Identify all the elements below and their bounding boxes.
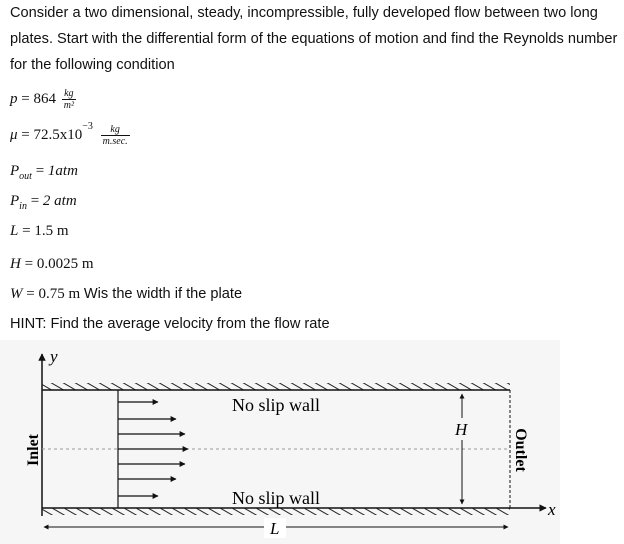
bottom-wall-label: No slip wall [232,488,320,508]
pout-symbol: P [10,163,20,179]
width-equation: W = 0.75 m Wis the width if the plate [10,286,243,302]
pin-equation: $P_{in} = 2$ atm [10,193,77,212]
viscosity-unit-num: kg [101,124,130,136]
pout-subscript: out [19,171,32,182]
height-symbol: H [10,256,21,272]
inlet-label: Inlet [25,434,42,466]
top-wall-label: No slip wall [232,395,320,415]
viscosity-value: 72.5x10 [33,126,83,143]
density-equation: p = 864 $\frac{kg}{\text{m²}}$ [10,88,74,111]
height-dimension-label: H [455,420,468,439]
density-unit-den: m² [63,100,74,111]
viscosity-equation: $\mu = 72.5x10^{-3}$ $\frac{kg}{m.\sec.}$ [10,120,128,147]
length-equation: L = 1.5 m [10,223,69,239]
width-note: Wis the width if the plate [83,286,243,302]
height-value: 0.0025 m [36,256,94,272]
channel-flow-diagram [0,340,624,544]
pin-subscript: in [19,201,27,212]
pout-value: 1atm [47,163,78,179]
y-axis-label: y [50,347,58,366]
outlet-label: Outlet [512,428,529,472]
problem-statement: Consider a two dimensional, steady, incompressible, fully developed flow between two long plates. Start with the differential form of the equations of motion and find the Reynolds number for the following condition [10,5,618,73]
viscosity-unit-den: m.sec. [102,136,128,147]
density-unit [62,88,76,111]
height-equation: H = 0.0025 m [10,256,94,272]
width-symbol: W [10,286,23,302]
hint-text: HINT: Find the average velocity from the flow rate [10,316,330,332]
x-axis-label: x [548,500,556,519]
viscosity-symbol: μ [10,126,18,143]
viscosity-exponent: −3 [82,120,93,132]
density-symbol: p [10,90,18,107]
top-wall-hatch [42,383,510,390]
length-symbol: L [10,223,19,239]
width-value: 0.75 m [38,286,81,302]
pout-equation: $P_{out} = 1atm$ [10,163,78,182]
density-unit-num: kg [62,88,76,100]
pin-symbol: P [10,193,20,209]
density-value: 864 [33,90,56,107]
pin-value: 2 atm [42,193,77,209]
bottom-wall-hatch [42,508,510,515]
length-dimension-label: L [270,519,280,538]
length-value: 1.5 m [34,223,69,239]
viscosity-unit [101,124,130,147]
